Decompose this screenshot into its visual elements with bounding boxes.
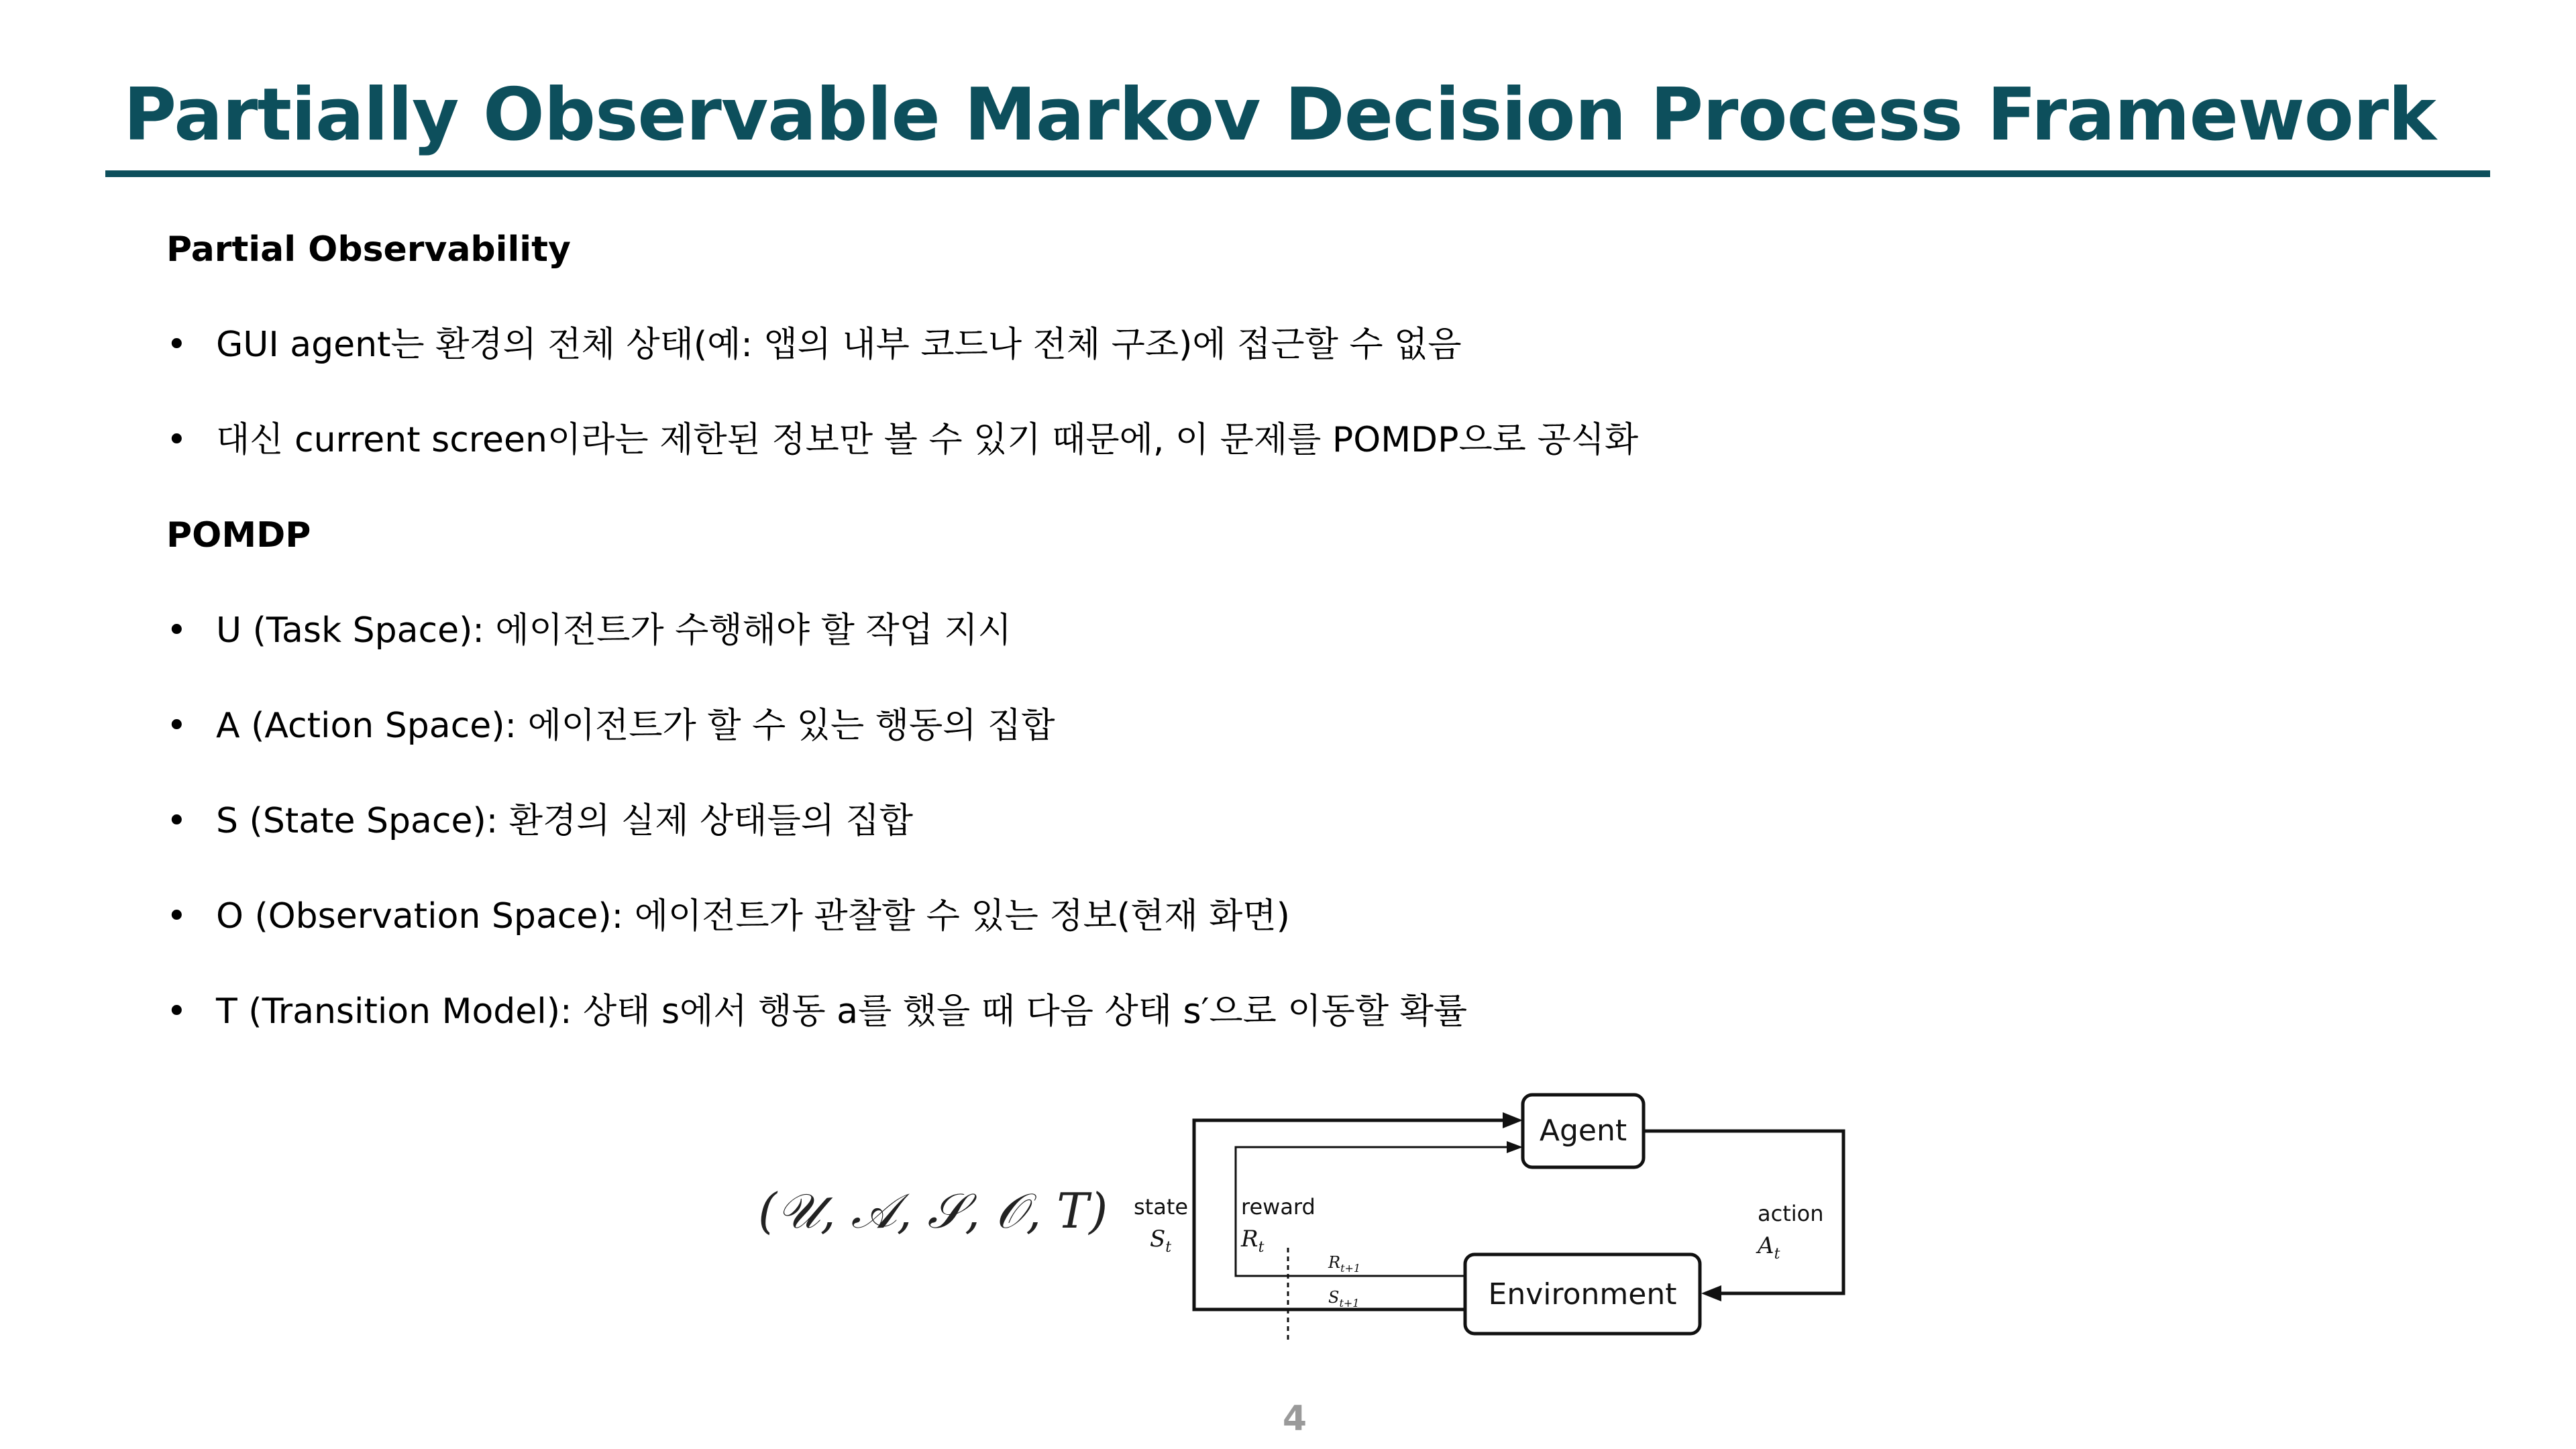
bullet-item [166,694,2380,790]
bullet-item [166,885,2380,980]
action-symbol: A [1758,1232,1774,1259]
bullet-text: S (State Space): 환경의 실제 상태들의 집합 [216,801,913,841]
svg-text:St [1150,1226,1171,1256]
bullet-text: A (Action Space): 에이전트가 할 수 있는 행동의 집합 [216,706,1055,746]
bullet-dot: • [166,325,187,365]
svg-text:Rt+1 [1328,1253,1360,1275]
reward-arrowhead [1507,1141,1523,1153]
bullet-dot: • [166,420,187,460]
next-state-symbol: S [1328,1288,1340,1307]
next-reward-subscript: t+1 [1340,1262,1361,1275]
reward-symbol: R [1241,1226,1258,1252]
bullet-dot: • [166,801,187,841]
bullet-item [166,409,2380,504]
bullet-item [166,790,2380,885]
bullet-dot: • [166,706,187,746]
agent-label: Agent [1539,1114,1627,1148]
svg-text:Rt [1240,1226,1265,1256]
svg-text:At [1756,1232,1780,1263]
bullet-item [166,599,2380,694]
svg-text:St+1 [1328,1288,1359,1309]
next-state-subscript: t+1 [1339,1297,1360,1309]
bullet-text: T (Transition Model): 상태 s에서 행동 a를 했을 때 다음 상태 s′으로 이동할 확률 [216,991,1468,1032]
state-label: state [1134,1194,1189,1220]
environment-label: Environment [1488,1277,1677,1311]
pomdp-tuple-formula: (𝒰, 𝒜, 𝒮, 𝒪, T) [758,1183,1108,1239]
bullet-text: GUI agent는 환경의 전체 상태(예: 앱의 내부 코드나 전체 구조)에 접근할 수 없음 [216,325,1462,365]
action-subscript: t [1774,1246,1780,1263]
bullet-item [166,313,2380,409]
bullet-text: U (Task Space): 에이전트가 수행해야 할 작업 지시 [216,610,1012,651]
state-arrowhead [1503,1112,1523,1128]
page-number: 4 [1282,1399,1307,1439]
reward-label: reward [1241,1194,1316,1220]
title-underline [105,170,2490,177]
bullet-text: O (Observation Space): 에이전트가 관찰할 수 있는 정보(현재 화면) [216,896,1290,936]
agent-environment-loop-diagram [1134,1087,1851,1342]
action-label: action [1758,1201,1824,1226]
bullet-item [166,980,2380,1075]
state-subscript: t [1165,1239,1172,1256]
action-arrowhead [1701,1285,1721,1301]
heading-partial-observability: Partial Observability [166,229,571,270]
heading-pomdp: POMDP [166,515,311,555]
slide-title: Partially Observable Markov Decision Process Framework [123,73,2436,157]
next-reward-symbol: R [1328,1253,1341,1272]
bullet-dot: • [166,610,187,651]
reward-subscript: t [1258,1239,1265,1256]
pomdp-figure [758,1087,1851,1342]
bullet-text: 대신 current screen이라는 제한된 정보만 볼 수 있기 때문에, 이 문제를 POMDP으로 공식화 [216,420,1639,460]
slide-content [166,218,2380,1075]
bullet-dot: • [166,896,187,936]
bullet-dot: • [166,991,187,1032]
state-symbol: S [1150,1226,1166,1252]
